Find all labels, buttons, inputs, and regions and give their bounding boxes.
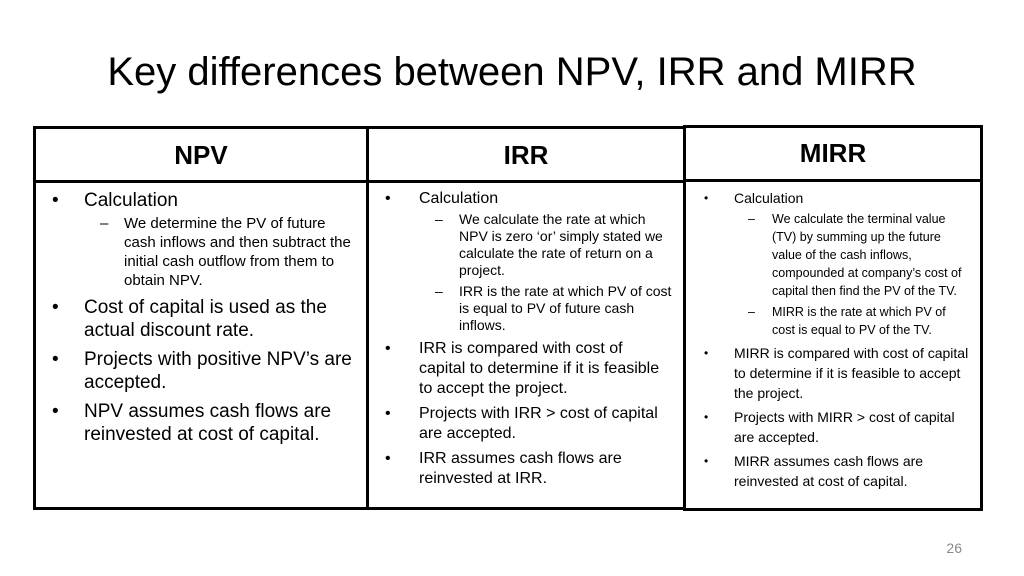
mirr-body [686,182,980,491]
irr-calculation-sublist [419,211,673,334]
irr-calculation-item [379,189,673,334]
mirr-calculation-item [696,188,970,339]
irr-list [379,189,673,489]
npv-bullet: • Projects with positive NPV’s are accepted. [46,348,356,394]
npv-heading: NPV [36,129,366,183]
irr-calculation-label: Calculation [419,190,499,207]
mirr-calculation-sublist [734,210,970,339]
npv-column [33,126,369,510]
irr-bullet: • IRR assumes cash flows are reinvested at IRR. [379,449,673,489]
mirr-bullet: • MIRR assumes cash flows are reinvested at cost of capital. [696,451,970,491]
mirr-bullet: • Projects with MIRR > cost of capital are accepted. [696,407,970,447]
page-number: 26 [946,540,962,556]
irr-bullet: • IRR is compared with cost of capital to determine if it is feasible to accept the project. [379,339,673,399]
irr-heading: IRR [369,129,683,183]
irr-body [369,183,683,489]
npv-list [46,189,356,446]
npv-calculation-sublist [84,214,356,290]
irr-calc-sub-item: – We calculate the rate at which NPV is zero ‘or’ simply stated we calculate the rate of return on a project. [425,211,673,279]
irr-calc-sub-item: – IRR is the rate at which PV of cost is equal to PV of future cash inflows. [425,283,673,334]
mirr-calc-sub-item: – MIRR is the rate at which PV of cost is equal to PV of the TV. [738,303,970,339]
mirr-bullet: • MIRR is compared with cost of capital to determine if it is feasible to accept the project. [696,343,970,403]
npv-body [36,183,366,446]
slide-title: Key differences between NPV, IRR and MIRR [107,50,917,94]
irr-column [366,126,686,510]
mirr-list [696,188,970,491]
mirr-calc-sub-item: – We calculate the terminal value (TV) by summing up the future value of the cash inflows, compounded at company’s cost of capital then find the PV of the TV. [738,210,970,300]
mirr-column [683,125,983,511]
npv-calculation-item [46,189,356,290]
mirr-calculation-label: Calculation [734,190,804,206]
npv-bullet: • NPV assumes cash flows are reinvested at cost of capital. [46,400,356,446]
npv-calculation-label: Calculation [84,190,178,211]
mirr-heading: MIRR [686,128,980,182]
npv-calc-sub-item: – We determine the PV of future cash inflows and then subtract the initial cash outflow from them to obtain NPV. [90,214,356,290]
npv-bullet: • Cost of capital is used as the actual discount rate. [46,296,356,342]
irr-bullet: • Projects with IRR > cost of capital are accepted. [379,404,673,444]
